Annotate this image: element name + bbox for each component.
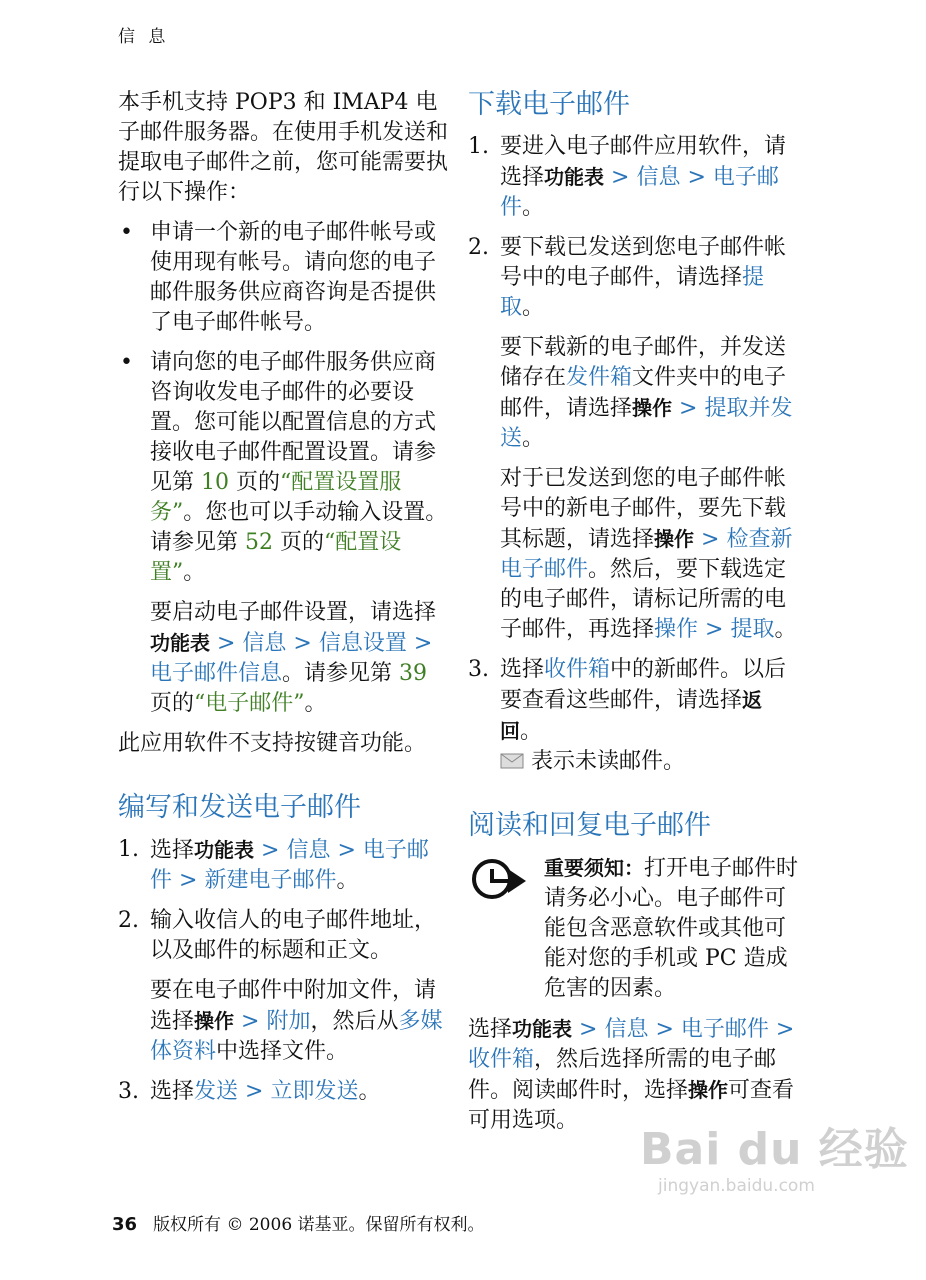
download-step-3 [468, 655, 798, 747]
intro-paragraph: 本手机支持 POP3 和 IMAP4 电子邮件服务器。在使用手机发送和提取电子邮件之前，您可能需要执行以下操作： [118, 90, 449, 205]
menu-separator: > [406, 631, 433, 656]
menu-path-link[interactable]: 信息 [286, 838, 331, 863]
text-run: 要启动电子邮件设置，请选择 [150, 600, 437, 625]
menu-keyword: 功能表 [544, 165, 605, 189]
text-run: 选择 [468, 1017, 513, 1042]
page-footer [112, 1210, 485, 1240]
page-number-footer: 36 [112, 1214, 138, 1235]
section-header: 信 息 [118, 27, 170, 47]
text-run: ，然后选择所需的电子邮件。阅读邮件时，选择 [468, 1047, 777, 1103]
menu-keyword: 功能表 [194, 838, 255, 862]
compose-step-1 [118, 835, 448, 896]
text-run: 选择 [150, 1079, 195, 1104]
text-run: 中选择文件。 [216, 1039, 349, 1064]
menu-separator: > [234, 1009, 267, 1034]
menu-path-link[interactable]: 电子邮件信息 [150, 661, 283, 686]
menu-separator: > [572, 1017, 605, 1042]
download-section-title: 下载电子邮件 [468, 89, 630, 120]
download-send-paragraph [468, 333, 798, 454]
menu-path-link[interactable]: 检查新电子邮件 [500, 527, 793, 582]
menu-keyword: 操作 [688, 1078, 729, 1102]
step-number: 1. [468, 134, 489, 159]
menu-separator: > [694, 527, 727, 552]
baidu-watermark [640, 1124, 909, 1201]
notice-label: 重要须知： [544, 856, 644, 880]
text-run: 。 [183, 560, 206, 585]
menu-path-link[interactable]: 电子邮件 [680, 1017, 769, 1042]
menu-separator: > [672, 396, 705, 421]
menu-separator: > [210, 631, 243, 656]
menu-separator: > [768, 1017, 795, 1042]
compose-step-3 [118, 1077, 448, 1107]
menu-path-link[interactable]: 提取 [730, 617, 775, 642]
step-number: 3. [468, 657, 489, 682]
step-text: 输入收信人的电子邮件地址，以及邮件的标题和正文。 [150, 908, 437, 963]
read-paragraph [468, 1014, 798, 1136]
menu-path-link[interactable]: 新建电子邮件 [204, 868, 337, 893]
text-run: 中的新邮件。以后要查看这些邮件，请选择 [500, 657, 787, 713]
menu-separator: > [648, 1017, 681, 1042]
envelope-icon [500, 749, 524, 774]
step-number: 2. [468, 235, 489, 260]
step-number: 1. [118, 837, 139, 862]
download-step-1 [468, 132, 798, 223]
menu-separator: > [698, 617, 731, 642]
text-run: 请向您的电子邮件服务供应商咨询收发电子邮件的必要设置。您可能以配置信息的方式接收电子邮件配置设置。请参见第 [150, 350, 437, 495]
menu-path-link[interactable]: 发件箱 [566, 365, 633, 390]
page-number: 39 [399, 661, 428, 686]
menu-path-link[interactable]: 电子邮件 [150, 838, 429, 893]
menu-keyword: 返回 [500, 688, 763, 743]
watermark-url: jingyan.baidu.com [658, 1176, 815, 1196]
right-column [468, 88, 798, 1146]
text-run: 页的 [150, 691, 195, 716]
compose-step-2 [118, 906, 448, 966]
no-keytone-note: 此应用软件不支持按键音功能。 [118, 731, 427, 756]
read-section-title: 阅读和回复电子邮件 [468, 810, 711, 841]
text-run: 。请参见第 [282, 661, 400, 686]
text-run: 页的 [229, 470, 280, 495]
text-run: 选择 [150, 838, 195, 863]
bullet-item [118, 218, 448, 338]
unread-note [468, 747, 798, 777]
important-notice [468, 853, 798, 1004]
page-number: 52 [245, 530, 273, 555]
text-run: 。您也可以手动输入设置。请参见第 [150, 500, 448, 555]
menu-separator: > [286, 631, 319, 656]
text-run: 对于已发送到您的电子邮件帐号中的新电子邮件，要先下载其标题，请选择 [500, 466, 787, 552]
menu-keyword: 操作 [654, 527, 695, 551]
menu-keyword: 操作 [632, 396, 673, 420]
bullet-mark: • [120, 350, 133, 375]
cross-reference-link[interactable]: “配置设置服务” [150, 470, 402, 525]
cross-reference-link[interactable]: “配置设置” [150, 530, 402, 585]
menu-separator: > [238, 1079, 271, 1104]
left-column [118, 88, 448, 1117]
headers-paragraph [468, 464, 798, 645]
menu-path-link[interactable]: 电子邮件 [500, 165, 779, 220]
text-run: 要下载新的电子邮件，并发送储存在 [500, 335, 787, 390]
menu-path-link[interactable]: 提取 [500, 265, 765, 320]
unread-text: 表示未读邮件。 [531, 749, 686, 774]
notice-text: 打开电子邮件时请务必小心。电子邮件可能包含恶意软件或其他可能对您的手机或 PC 造成危害的因素。 [544, 856, 799, 1001]
menu-path-link[interactable]: 发送 [194, 1079, 239, 1104]
menu-separator: > [604, 165, 637, 190]
menu-path-link[interactable]: 提取并发送 [500, 396, 793, 451]
text-run: 。 [522, 295, 545, 320]
menu-path-link[interactable]: 信息 [242, 631, 287, 656]
text-run: ，然后从 [310, 1009, 399, 1034]
menu-keyword: 操作 [194, 1009, 235, 1033]
menu-path-link[interactable]: 信息 [636, 165, 681, 190]
menu-path-link[interactable]: 信息 [604, 1017, 649, 1042]
bullet-text: 申请一个新的电子邮件帐号或使用现有帐号。请向您的电子邮件服务供应商咨询是否提供了电子邮件帐号。 [150, 220, 437, 335]
menu-path-link[interactable]: 操作 [654, 617, 699, 642]
text-run: 要进入电子邮件应用软件，请选择 [500, 134, 787, 190]
download-step-2 [468, 233, 798, 323]
menu-keyword: 功能表 [150, 631, 210, 655]
text-run: 要下载已发送到您电子邮件帐号中的电子邮件，请选择 [500, 235, 787, 290]
menu-path-link[interactable]: 附加 [266, 1009, 311, 1034]
text-run: 。 [336, 868, 359, 893]
page-number: 10 [201, 470, 229, 495]
important-notice-icon [470, 855, 528, 912]
text-run: 文件夹中的电子邮件，请选择 [500, 365, 787, 421]
text-run: 可查看可用选项。 [468, 1078, 795, 1133]
text-run: 要在电子邮件中附加文件，请选择 [150, 978, 437, 1034]
menu-path-link[interactable]: 收件箱 [544, 657, 611, 682]
watermark-logo: Bai du 经验 [640, 1124, 909, 1175]
menu-path-link[interactable]: 多媒体资料 [150, 1009, 443, 1064]
compose-section-title: 编写和发送电子邮件 [118, 792, 361, 823]
text-run: 。 [522, 195, 545, 220]
text-run: 。 [304, 691, 327, 716]
menu-keyword: 功能表 [512, 1017, 573, 1041]
bullet-mark: • [120, 220, 133, 245]
text-run: 。 [358, 1079, 381, 1104]
text-run: 。 [520, 719, 543, 744]
text-run: 。 [522, 426, 545, 451]
menu-separator: > [330, 838, 363, 863]
menu-path-link[interactable]: 收件箱 [468, 1047, 535, 1072]
menu-separator: > [172, 868, 205, 893]
copyright-text: 版权所有 © 2006 诺基亚。保留所有权利。 [153, 1215, 485, 1235]
text-run: 页的 [273, 530, 324, 555]
step-number: 2. [118, 908, 139, 933]
menu-path-link[interactable]: 立即发送 [270, 1079, 359, 1104]
step-number: 3. [118, 1079, 139, 1104]
text-run: 。然后，要下载选定的电子邮件，请标记所需的电子邮件，再选择 [500, 557, 787, 642]
menu-separator: > [680, 165, 713, 190]
menu-path-link[interactable]: 信息设置 [318, 631, 407, 656]
text-run: 。 [774, 617, 797, 642]
setup-paragraph [118, 598, 448, 719]
bullet-item [118, 348, 448, 588]
menu-separator: > [254, 838, 287, 863]
cross-reference-link[interactable]: “电子邮件” [194, 691, 305, 716]
attach-paragraph [118, 976, 448, 1067]
text-run: 选择 [500, 657, 545, 682]
